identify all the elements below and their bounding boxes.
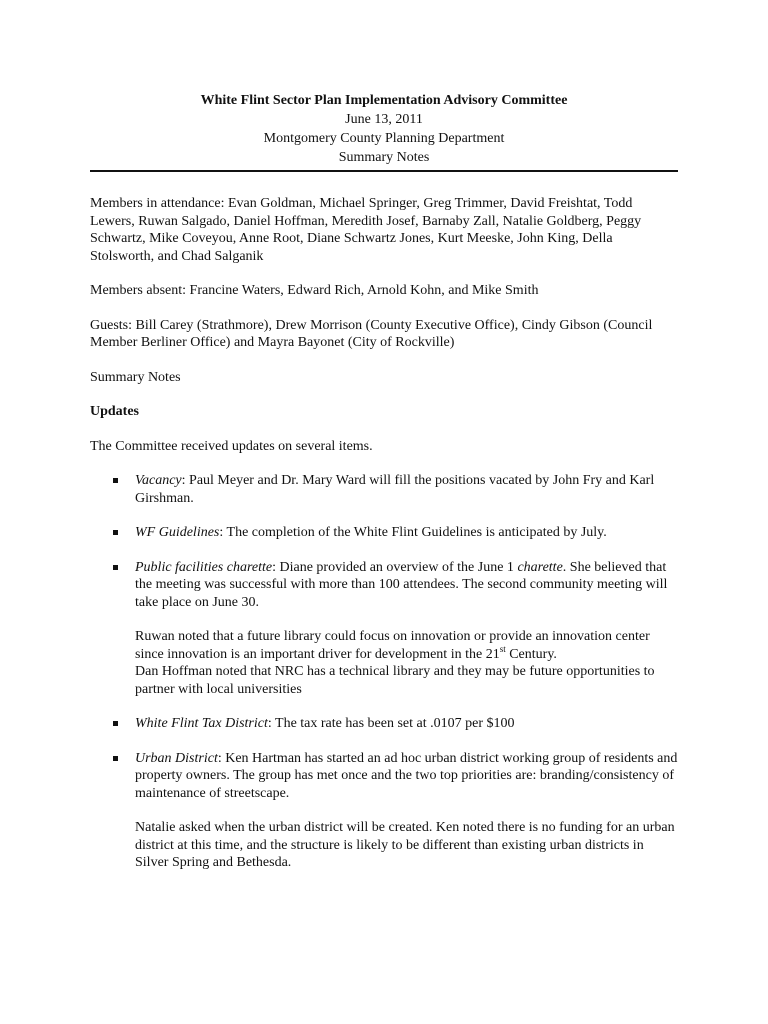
bullet-icon bbox=[113, 721, 118, 726]
update-text: : Ken Hartman has started an ad hoc urban district working group of residents and property owners. The group has met once and the two top priorities are: branding/consistency of maintenance of streetscape. bbox=[135, 750, 678, 801]
updates-heading: Updates bbox=[90, 404, 140, 419]
header-divider bbox=[90, 170, 678, 172]
department-name: Montgomery County Planning Department bbox=[263, 131, 505, 146]
guests: Guests: Bill Carey (Strathmore), Drew Morrison (County Executive Office), Cindy Gibson (Council Member Berliner Office) and Mayra Bayonet (City of Rockville) bbox=[90, 317, 653, 350]
ordinal-superscript: st bbox=[499, 643, 506, 654]
members-present: Members in attendance: Evan Goldman, Michael Springer, Greg Trimmer, David Freishtat, Todd Lewers, Ruwan Salgado, Daniel Hoffman, Meredith Josef, Barnaby Zall, Natalie Goldberg, Peggy Schwartz, Mike Coveyou, Anne Root, Diane Schwartz Jones, Kurt Meeske, John King, Della Stolsworth, and Chad Salganik bbox=[90, 196, 642, 264]
update-label: Urban District bbox=[135, 750, 218, 766]
update-item-wf-guidelines bbox=[90, 524, 678, 542]
document-body bbox=[90, 195, 678, 889]
update-label: White Flint Tax District bbox=[135, 716, 268, 731]
update-item-urban-district bbox=[90, 750, 678, 872]
committee-title: White Flint Sector Plan Implementation Advisory Committee bbox=[200, 93, 568, 108]
update-text: : The tax rate has been set at .0107 per $100 bbox=[267, 716, 515, 731]
bullet-icon bbox=[113, 478, 118, 483]
update-label: Vacancy bbox=[135, 473, 182, 488]
meeting-date: June 13, 2011 bbox=[345, 112, 423, 127]
update-text-emphasis: charette bbox=[517, 559, 563, 575]
update-text: : Paul Meyer and Dr. Mary Ward will fill the positions vacated by John Fry and Karl Girshman. bbox=[135, 473, 655, 506]
update-label: WF Guidelines bbox=[135, 525, 220, 540]
update-text: . She believed that the meeting was successful with more than 100 attendees. The second community meeting will take place on June 30. bbox=[135, 559, 668, 610]
update-subtext: Century. bbox=[505, 646, 557, 662]
bullet-icon bbox=[113, 530, 118, 535]
update-text: : The completion of the White Flint Guidelines is anticipated by July. bbox=[219, 525, 607, 540]
update-label: Public facilities charette bbox=[135, 559, 273, 575]
update-subparagraph: Natalie asked when the urban district will be created. Ken noted there is no funding for an urban district at this time, and the structure is likely to be different than existing urban districts in Silver Spring and Bethesda. bbox=[135, 820, 675, 870]
document-header bbox=[90, 91, 678, 167]
update-subparagraph bbox=[135, 628, 678, 698]
update-item-public-facilities bbox=[90, 559, 678, 699]
updates-list bbox=[90, 472, 678, 872]
updates-intro: The Committee received updates on several items. bbox=[90, 438, 373, 454]
update-subtext: Ruwan noted that a future library could focus on innovation or provide an innovation center since innovation is an important driver for development in the 21 bbox=[135, 629, 650, 662]
update-item-vacancy bbox=[90, 472, 678, 507]
update-item-tax-district bbox=[90, 715, 678, 733]
bullet-icon bbox=[113, 565, 118, 570]
bullet-icon bbox=[113, 756, 118, 761]
update-text: : Diane provided an overview of the June 1 bbox=[272, 559, 518, 575]
update-subtext: Dan Hoffman noted that NRC has a technical library and they may be future opportunities to partner with local universities bbox=[135, 664, 655, 697]
summary-notes-label: Summary Notes bbox=[90, 369, 181, 385]
document-subtitle: Summary Notes bbox=[338, 150, 430, 165]
members-absent: Members absent: Francine Waters, Edward Rich, Arnold Kohn, and Mike Smith bbox=[90, 283, 539, 298]
